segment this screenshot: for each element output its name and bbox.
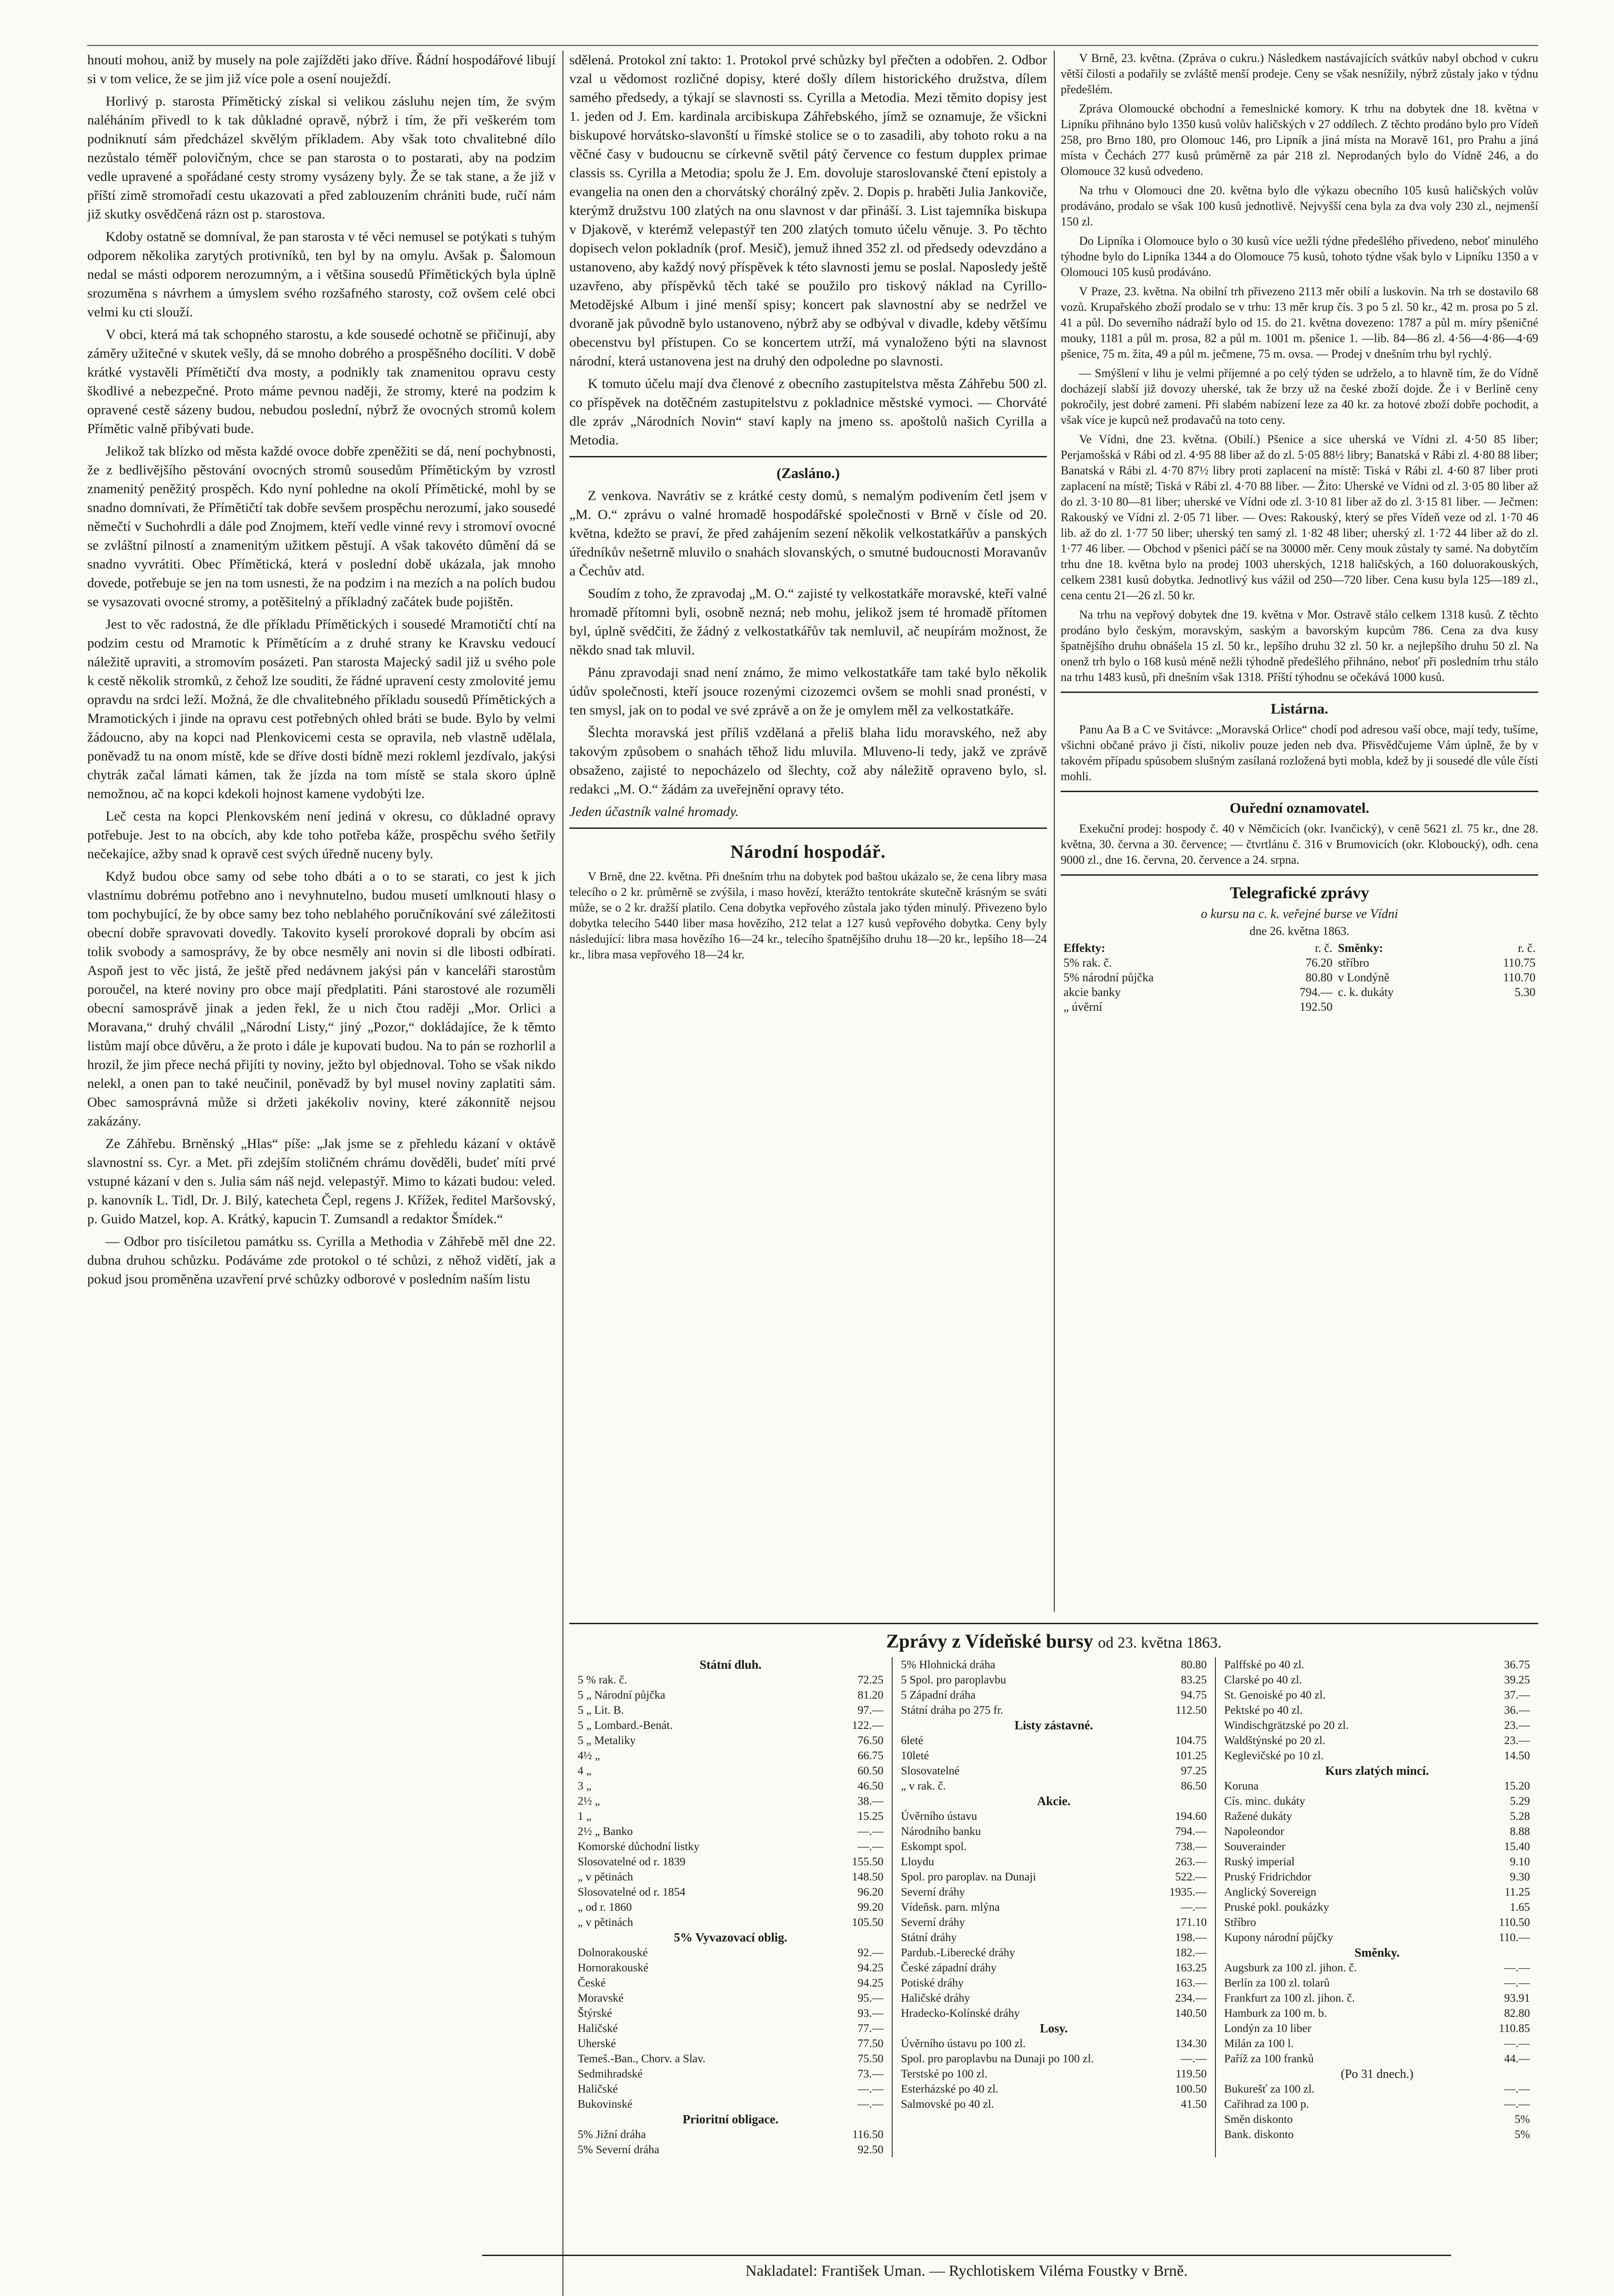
table-row: 5 „ Metaliky 76.50 xyxy=(578,1734,883,1747)
bourse-column-2 xyxy=(899,1657,1209,2112)
table-row: 5% Hlohnická dráha 80.80 xyxy=(901,1659,1207,1671)
table-row: akcie banky 794.— c. k. dukáty 5.30 xyxy=(1063,985,1535,999)
section-rule xyxy=(1061,692,1538,693)
table-row: Slosovatelné od r. 1854 96.20 xyxy=(578,1886,883,1898)
article-paragraph: Jest to věc radostná, že dle příkladu Přímětických i sousedé Mramotičtí chtí na podzim cestu od Mramotic k Přímětícím a z druhé strany ke Kravsku vedoucí náležitě upraviti, a stromovím posázeti. Pan starosta Majecký sadil již u svého pole k cestě několik stromků, z čehož lze souditi, že řádné upravení cesty zmolovité jemu opravdu na srdci leží. Možná, že dle chvalitebného příkladu sousedů Přímětických a Mramotických i jinde na opravu cest potřebných ohled bráti se bude. Bylo by velmi žádoucno, aby na kopci nad Plenkovicemi cesta se opravila, neb vlastně udělala, poněvadž tu na onom místě, kde se dříve dosti bídně mezi rokleml jezdívalo, jakýsi chytrák začal lámati kámen, tak že jízda na tom místě se stala skoro úplně nemožnou, ač na kopci kdekoli hojnost kamene vydobýti lze. xyxy=(87,617,556,801)
listarna-text: Panu Aa B a C ve Svitávce: „Moravská Orlice“ chodí pod adresou vaší obce, mají tedy, tušíme, všichni občané právo ji čísti, nikoliv pouze jeden neb dva. Přisvědčujeme Vám úplně, že by v takovém případu spůsobem slušným zasílaná rozložená byti mobla, kdež by ji sousedé dle vůle čísti mohli. xyxy=(1061,723,1538,783)
imprint: Nakladatel: František Uman. — Rychlotiskem Viléma Foustky v Brně. xyxy=(482,2255,1451,2280)
table-row: Cařihrad za 100 p. —.— xyxy=(1224,2098,1530,2110)
table-row: Pardub.-Liberecké dráhy 182.— xyxy=(901,1947,1207,1959)
table-row: Štýrské 93.— xyxy=(578,2007,883,2020)
table-row: Státní dráhy 198.— xyxy=(901,1931,1207,1944)
table-row: Haličské dráhy 234.— xyxy=(901,1992,1207,2004)
table-row: Úvěrního ústavu 194.60 xyxy=(901,1810,1207,1823)
vienna-bourse-table xyxy=(569,1616,1538,2296)
table-row: Stříbro 110.50 xyxy=(1224,1916,1530,1929)
table-row: Směn diskonto 5% xyxy=(1224,2113,1530,2126)
telegraph-table xyxy=(1061,941,1538,1014)
table-row: 5 Spol. pro paroplavbu 83.25 xyxy=(901,1674,1207,1686)
rc-header: r. č. xyxy=(1518,941,1535,955)
table-row: Kurs zlatých mincí. xyxy=(1325,1764,1429,1778)
table-row: 5 „ Lit. B. 97.— xyxy=(578,1704,883,1716)
article-paragraph: Jelikož tak blízko od města každé ovoce dobře zpeněžiti se dá, není pochybnosti, že z bedlivějšího pěstování ovocných stromů sousedům Přímětickým by vzrostl znamenitý peněžitý prospěch. Kdo nyní pohledne na okolí Přímětické, mohl by se snadno domnívati, že Přímětičtí tak dobře sevšem prospěchu nerozumí, jako sousedé němečtí v Suchohrdli a dále pod Znojmem, kteří vedle vinné revy i stromoví ovocné se zvláštní pilností a znamenitým užitkem pěstují. A však takovéto dûmění dá se snadno vyvrátiti. Obec Přímětická, která v poslední době ukázala, jak mnoho dovede, potřebuje se jen na tom usnesti, že na podzim i na mezích a na polích budou se vysazovati ovocné stromy, a potěšitelný a příkladný začátek bude pojištěn. xyxy=(87,444,556,609)
table-row: Státní dráha po 275 fr. 112.50 xyxy=(901,1704,1207,1716)
article-paragraph: K tomuto účelu mají dva členové z obecního zastupitelstva města Záhřebu 500 zl. co příspěvek na dotěčném zastupitelstvu z pokladnice městské vymoci. — Chorváté dle zpráv „Národních Novin“ staví kaply na jmeno ss. apoštolů našich Cyrilla a Metodia. xyxy=(569,376,1047,448)
table-row: Hradecko-Kolínské dráhy 140.50 xyxy=(901,2007,1207,2020)
table-row: Lloydu 263.— xyxy=(901,1856,1207,1868)
table-row: České 94.25 xyxy=(578,1977,883,1989)
table-row: Národního banku 794.— xyxy=(901,1825,1207,1838)
telegraph-heading: Telegrafické zprávy xyxy=(1230,884,1369,902)
narodni-hospodar-heading: Národní hospodář. xyxy=(730,841,886,862)
table-row: Esterházské po 40 zl. 100.50 xyxy=(901,2083,1207,2095)
table-row: Frankfurt za 100 zl. jihon. č. 93.91 xyxy=(1224,1992,1530,2004)
column-2 xyxy=(569,51,1047,1612)
table-row: Salmovské po 40 zl. 41.50 xyxy=(901,2098,1207,2110)
rc-header: r. č. xyxy=(1315,941,1333,955)
table-row: Londýn za 10 liber 110.85 xyxy=(1224,2022,1530,2035)
table-row: „ v rak. č. 86.50 xyxy=(901,1780,1207,1792)
table-row: Bukovinské —.— xyxy=(578,2098,883,2110)
article-paragraph: Kdoby ostatně se domníval, že pan starosta v té věci nemusel se potýkati s tuhým odporem několika zarytých protivníků, ten byl by na omylu. Avšak p. Šalomoun nedal se másti odporem nerozumným, a i většina sousedů Přímětických byla úplně srozuměna s návrhem a úmyslem svého rozšafného starosty, což ovšem celé obci velmi ku cti slouží. xyxy=(87,229,556,320)
table-row: Pruské pokl. poukázky 1.65 xyxy=(1224,1901,1530,1913)
bourse-column-1 xyxy=(576,1657,885,2157)
table-row: Haličské 77.— xyxy=(578,2022,883,2035)
table-row: Vídeňsk. parn. mlýna —.— xyxy=(901,1901,1207,1913)
table-row: Anglický Sovereign 11.25 xyxy=(1224,1886,1530,1898)
table-row: Cís. minc. dukáty 5.29 xyxy=(1224,1795,1530,1807)
top-rule xyxy=(87,45,1538,46)
article-paragraph: Ze Záhřebu. Brněnský „Hlas“ píše: „Jak jsme se z přehledu kázaní v oktávě slavnostní ss. Cyr. a Met. při zdejším stoličném chrámu dověděli, budeť míti prvé vstupné kázaní v den s. Julia sám náš nejd. velepastýř. Mimo to kázati budou: veled. p. kanovník L. Tidl, Dr. J. Bilý, katecheta Čepl, regens J. Křížek, ředitel Maršovský, p. Guido Matzel, kop. A. Krátký, kapucin T. Zumsandl a redaktor Šmídek.“ xyxy=(87,1136,556,1227)
zaslano-heading: (Zasláno.) xyxy=(776,465,840,481)
table-row: „ od r. 1860 99.20 xyxy=(578,1901,883,1913)
table-row: Souverainder 15.40 xyxy=(1224,1840,1530,1853)
letter-signature: Jeden účastník valné hromady. xyxy=(569,804,739,819)
uredni-text: Exekuční prodej: hospody č. 40 v Němčicích (okr. Ivančický), v ceně 5621 zl. 75 kr., dne 28. května, 30. června a 30. července; — čtvrtlánu č. 316 v Brumovicích (okr. Kloboucký), odh. cena 9000 zl., dne 16. června, 20. července a 24. srpna. xyxy=(1061,822,1538,867)
table-row: Severní dráhy 171.10 xyxy=(901,1916,1207,1929)
article-paragraph: Na trhu v Olomouci dne 20. května bylo dle výkazu obecního 105 kusů haličských volův prodáváno, prodalo se však 100 kusů jednotlivě. Nejvyšší cena byla za dva voly 230 zl., nejmenší 150 zl. xyxy=(1061,184,1538,228)
table-row: Haličské —.— xyxy=(578,2083,883,2095)
table-row: 5% rak. č. 76.20 stříbro 110.75 xyxy=(1063,956,1535,969)
table-row: Palffské po 40 zl. 36.75 xyxy=(1224,1659,1530,1671)
table-row: Losy. xyxy=(1040,2021,1068,2035)
article-paragraph: — Smýšlení v lihu je velmi příjemné a po celý týden se udrželo, a to hlavně tím, že do Vídně docházejí slabší již dovozy uherské, tak že brzy už na české zboží dojde. Že i v Berlíně ceny pokročily, jest dobré zameni. Při slabém nabízení leze za 40 kr. za hotové zboží dobře pochodit, a však více je kupců než prodavačů na toto ceny. xyxy=(1061,366,1538,427)
table-row: Severní dráhy 1935.— xyxy=(901,1886,1207,1898)
table-row: Uherské 77.50 xyxy=(578,2037,883,2050)
table-row: 2½ „ Banko —.— xyxy=(578,1825,883,1838)
table-row: 6leté 104.75 xyxy=(901,1734,1207,1747)
table-row: Ražené dukáty 5.28 xyxy=(1224,1810,1530,1823)
table-row: Sedmihradské 73.— xyxy=(578,2068,883,2080)
table-row: 5% Jižní dráha 116.50 xyxy=(578,2128,883,2141)
article-paragraph: hnouti mohou, aniž by musely na pole zajížděti jako dříve. Řádní hospodářové libují si v tom velice, že se jim již více pole a osení nouježdí. xyxy=(87,52,556,86)
bourse-heading: Zprávy z Vídeňské bursy od 23. května 1863. xyxy=(886,1631,1222,1652)
table-row: Dolnorakouské 92.— xyxy=(578,1947,883,1959)
table-row: Koruna 15.20 xyxy=(1224,1780,1530,1792)
table-row: Temeš.-Ban., Chorv. a Slav. 75.50 xyxy=(578,2053,883,2065)
table-row: Terstské po 100 zl. 119.50 xyxy=(901,2068,1207,2080)
table-row: (Po 31 dnech.) xyxy=(1340,2067,1414,2081)
table-row: St. Genoiské po 40 zl. 37.— xyxy=(1224,1689,1530,1701)
table-row: Pruský Fridrichdor 9.30 xyxy=(1224,1871,1530,1883)
article-paragraph: Zpráva Olomoucké obchodní a řemeslnické komory. K trhu na dobytek dne 18. května v Lipníku přihnáno bylo 1350 kusů volův haličských v 27 oddílech. Z těchto prodáno bylo pro Vídeň 258, pro Brno 180, pro Olomouc 146, pro Lipník a jiná místa na Moravě 161, pro Prahu a jiná místa v Čechách 277 kusů průměrně za pár 218 zl. Neprodaných bylo do Vídně 246, a do Olomouce 32 kusů odvedeno. xyxy=(1061,102,1538,178)
table-row: 5% Vyvazovací oblig. xyxy=(674,1930,787,1944)
table-row: Berlín za 100 zl. tolarů —.— xyxy=(1224,1977,1530,1989)
table-row: Kupony národní půjčky 110.— xyxy=(1224,1931,1530,1944)
table-row: 5 „ Lombard.-Benát. 122.— xyxy=(578,1719,883,1732)
table-row: „ v pětinách 105.50 xyxy=(578,1916,883,1929)
table-row: 5 % rak. č. 72.25 xyxy=(578,1674,883,1686)
table-row: Spol. pro paroplavbu na Dunaji po 100 zl. —.— xyxy=(901,2053,1207,2065)
listarna-heading: Listárna. xyxy=(1271,700,1328,717)
table-row: Slosovatelné 97.25 xyxy=(901,1765,1207,1777)
article-paragraph: Soudím z toho, že zpravodaj „M. O.“ zajisté ty velkostatkáře moravské, kteří valné hromadě přítomni byli, osobně nezná; neb mohu, jelikož jsem té hromadě přítomen byl, úplně svědčiti, že žádný z velkostatkářův tak nemluvil, ač neupírám možnost, že někdo snad tak mluvil. xyxy=(569,586,1047,658)
table-row: Bank. diskonto 5% xyxy=(1224,2128,1530,2141)
table-row: Slosovatelné od r. 1839 155.50 xyxy=(578,1856,883,1868)
bourse-column-3 xyxy=(1222,1657,1532,2142)
column-1 xyxy=(87,51,556,2296)
table-row: České západní dráhy 163.25 xyxy=(901,1962,1207,1974)
table-row: Státní dluh. xyxy=(699,1658,762,1671)
table-row: Hornorakouské 94.25 xyxy=(578,1962,883,1974)
article-paragraph: Leč cesta na kopci Plenkovském není jediná v okresu, co důkladné opravy potřebuje. Jest to na obcích, aby kde toho potřeba káže, prospěchu svého šetřily nečekajíce, ažby snad k opravě cest svých úředně nuceny byly. xyxy=(87,809,556,861)
table-row: 4 „ 60.50 xyxy=(578,1765,883,1777)
table-row: Windischgrätzské po 20 zl. 23.— xyxy=(1224,1719,1530,1732)
table-row: 10leté 101.25 xyxy=(901,1750,1207,1762)
table-row: Paříž za 100 franků 44.— xyxy=(1224,2053,1530,2065)
effekty-header: Effekty: xyxy=(1063,941,1105,955)
table-row: 5% Severní dráha 92.50 xyxy=(578,2144,883,2156)
telegraph-date: dne 26. května 1863. xyxy=(1249,924,1350,938)
article-paragraph: Z venkova. Navrátiv se z krátké cesty domů, s nemalým podivením četl jsem v „M. O.“ zprávu o valné hromadě hospodářské společnosti v Brně v čísle od 20. května, kdežto se praví, že před zahájením sezení několik velkostatkářův a panských úředníkův nešetrně mluvilo o snahách slovanských, o smutné budoucnosti Moravanův a Čechův atd. xyxy=(569,488,1047,579)
table-row: Waldštýnské po 20 zl. 23.— xyxy=(1224,1734,1530,1747)
table-row: „ úvěrní 192.50 xyxy=(1063,1000,1333,1013)
column-divider xyxy=(1054,51,1055,1612)
table-row: Prioritní obligace. xyxy=(682,2112,779,2126)
section-rule xyxy=(569,1623,1538,1624)
table-row: 4½ „ 66.75 xyxy=(578,1750,883,1762)
table-row: Augsburk za 100 zl. jihon. č. —.— xyxy=(1224,1962,1530,1974)
table-row: Listy zástavné. xyxy=(1014,1718,1093,1732)
table-row: 5% národní půjčka 80.80 v Londýně 110.70 xyxy=(1063,971,1535,984)
article-paragraph: Na trhu na vepřový dobytek dne 19. května v Mor. Ostravě stálo celkem 1318 kusů. Z těchto prodáno bylo českým, moravským, saským a bavorským kupcům 786. Cena za dva kusy špatnějšího druhu obnášela 15 zl. 50 kr., lepšího druhu 32 zl. 50 kr. a nejlepšího druhu 50 zl. Na onenž trh bylo o 168 kusů méně nežli týhodně předešlého přihnáno, neboť při posledním trhu stálo na trhu 1483 kusů, při dnešním však 1318. Příští týhodnu se očekává 1000 kusů. xyxy=(1061,608,1538,684)
table-row: Bukurešť za 100 zl. —.— xyxy=(1224,2083,1530,2095)
article-paragraph: Do Lipníka i Olomouce bylo o 30 kusů více uežli týdne předešlého přivedeno, neboť minulého týhodne bylo do Lipníka 1344 a do Olomouce 75 kusů, tohoto týdne však bylo v Lipníku 1350 a v Olomouci 105 kusů prodáváno. xyxy=(1061,234,1538,279)
article-paragraph: sdělená. Protokol zní takto: 1. Protokol prvé schůzky byl přečten a odobřen. 2. Odbor vzal u vědomost rozličné dopisy, které došly dílem historického družstva, dílem samého předsedy, a týkají se slavnosti ss. Cyrilla a Metodia. Mezi těmito dopisy jest 1. jeden od J. Em. kardinala arcibiskupa Záhřebského, jímž se oznamuje, že všickni biskupové horvátsko-slavonští u římské stolice se o to zasadili, aby tohoto roku a na věčné časy v budoucnu se církevně světil pátý července co festum dupplex primae classis ss. Cyrilla a Metodia; spolu že J. Em. dovoluje staroslovanské čtení epistoly a evangelia na onen den a chorvátský chorálný zpěv. 2. Dopis p. hraběti Julia Jankoviče, kterýmž družstvu 100 zlatých na onu slavnost v dar přináší. 3. List tajemníka biskupa v Djakově, v kterémž velepastýř ten 200 zlatých tomuto účelu věnuje. 3. Po těchto dopisech velon pokladník (prof. Mesič), jemuž ihned 352 zl. od předsedy odevzdáno a ustanoveno, aby každý nový příspěvek k této slavnosti jemu se poslal. Naposledy ještě uzavřeno, aby příspěvků těch také se použilo pro tiskový náklad na Cyrillo-Metodějské Album i jiné menší spisy; koncert pak slavnostní aby se nedržel ve dvoraně jak původně bylo ustanoveno, nýbrž aby se odbýval v divadle, kdeby většímu obecenstvu byl přístupen. Co se koncertem utrží, má vynaloženo býti na slavnost národní, která ustanovena jest na druhý den odpoledne po slavnosti. xyxy=(569,52,1047,369)
table-row: 5 „ Národní půjčka 81.20 xyxy=(578,1689,883,1701)
article-paragraph: Horlivý p. starosta Přímětický získal si velikou zásluhu nejen tím, že svým naléháním přivedl to k tak důkladné opravě, nýbrž i tím, že při veškerém tom podniknutí sám předcházel skvělým příkladem. Aby však toto chvalitebné dílo nezůstalo téměř polovičným, chce se pan starosta o to postarati, aby na podzim vedle upravené a spořádané cesty stromy vysázeny byly. Že se tak stane, a že již v příští zimě stromořadí cestu ukazovati a před zablouzením chrániti bude, ručí nám již skutky osvědčená rázn ost p. starostova. xyxy=(87,94,556,222)
table-row: 1 „ 15.25 xyxy=(578,1810,883,1823)
article-paragraph: Šlechta moravská jest příliš vzdělaná a přeliš blaha lidu moravského, než aby takovým způsobem o snahách těhož lidu mluvila. Mluveno-li tedy, jakž ve zprávě obsaženo, zajisté to nepocházelo od šlechty, což aby náležitě opraveno bylo, sl. redakci „M. O.“ žádám za uveřejnění opravy této. xyxy=(569,725,1047,797)
table-row: Eskompt spol. 738.— xyxy=(901,1840,1207,1853)
newspaper-page xyxy=(87,51,1538,2296)
article-paragraph: V Brně, 23. května. (Zpráva o cukru.) Následkem nastávajících svátkův nabyl obchod v cukru větší čilosti a podařily se zvláště menší prodeje. Ceny se však nesnížily, nýbrž zůstaly jako v týdnu předešlém. xyxy=(1061,51,1538,96)
section-rule xyxy=(569,827,1047,829)
table-row: Milán za 100 l. —.— xyxy=(1224,2037,1530,2050)
table-row: 2½ „ 38.— xyxy=(578,1795,883,1807)
article-paragraph: V Praze, 23. května. Na obilní trh přivezeno 2113 měr obilí a luskovin. Na trh se dostavilo 68 vozů. Krupařského zboží prodalo se v trhu: 13 měr krup čís. 3 po 5 zl. 50 kr., 42 m. prosa po 5 zl. 41 a půl. Do severního nádraží bylo od 15. do 21. května dovezeno: 1787 a půl m. míry pšeničné mouky, 1181 a půl m. prosa, 82 a půl m. 1001 m. pšenice 1. —lib. 84—86 zl. 4·56—4·86—4·69 pšenice, 75 m. žita, 49 a půl m. ječmene, 75 m. ovsa. — Prodej v dnešním trhu byl rychlý. xyxy=(1061,285,1538,360)
table-row: Komorské důchodní listky —.— xyxy=(578,1840,883,1853)
section-rule xyxy=(569,456,1047,457)
table-row: 5 Západní dráha 94.75 xyxy=(901,1689,1207,1701)
section-rule xyxy=(1061,874,1538,876)
table-row: Spol. pro paroplav. na Dunaji 522.— xyxy=(901,1871,1207,1883)
table-row: Pektské po 40 zl. 36.— xyxy=(1224,1704,1530,1716)
article-paragraph: V Brně, dne 22. května. Při dnešním trhu na dobytek pod baštou ukázalo se, že cena libry masa telecího o 2 kr. průměrně se zvýšila, i maso hovězí, kterážto tentokráte skutečně krásným se sváti může, se o 2 kr. dražší platilo. Cena dobytka vepřového zůstala jako týden minulý. Přivezeno bylo dobytka telecího 5440 liber masa hovězího, 212 telat a 127 kusů vepřového dobytka. Ceny byly následující: libra masa hovězího 16—24 kr., telecího špatnějšího druhu 18—20 kr., lepšího 18—24 kr., libra masa vepřového 18—24 kr. xyxy=(569,870,1047,961)
table-row: Napoleondor 8.88 xyxy=(1224,1825,1530,1838)
telegraph-subheading: o kursu na c. k. veřejné burse ve Vídni xyxy=(1201,907,1398,921)
article-paragraph: V obci, která má tak schopného starostu, a kde sousedé ochotně se přičinují, aby záměry užitečné v skutek vešly, dá se mnoho dobrého a prospěšného docíliti. V době krátké vystavěli Přímětičtí dva mosty, a podnikly tak znamenitou opravu cesty škodlivé a nebezpečné. Proto máme pevnou naději, že stromy, které na podzim k opravené cestě sázeny budou, nebudou poslední, nýbrž že ovocných stromů kolem Přímětic valně přibývati bude. xyxy=(87,327,556,436)
table-row: Clarské po 40 zl. 39.25 xyxy=(1224,1674,1530,1686)
article-paragraph: Ve Vídni, dne 23. května. (Obilí.) Pšenice a sice uherská ve Vídni zl. 4·50 85 liber; Perjamošská v Rábi od zl. 4·95 88 liber až do zl. 5·05 88½ libry; Banatská v Rábi zl. 4·80 88 liber; Banatská v Rábi zl. 4·70 87½ libry proti zaplacení na místě: Tiská v Rábi zl. 4·60 87 liber proti zaplacení na místě; Tiská v Rábi zl. 4·70 88 liber. — Žito: Uherské ve Vídni od zl. 3·05 80 liber až do zl. 3·10 80—81 liber; uherské ve Vídni ode zl. 3·10 81 liber až do zl. 3·15 81 liber. — Ječmen: Rakouský ve Vídni zl. 2·05 71 liber. — Oves: Rakouský, který se přes Vídeň veze od zl. 1·70 46 lib. až do zl. 1·77 50 liber; uherský ten samý zl. 1·82 48 liber; uherský zl. 1·72 44 liber až do zl. 1·77 46 liber. — Obchod v pšenici páčí se na 30000 měr. Ceny mouk zůstaly ty samé. Na dobytčím trhu dne 18. května bylo na prodej 1003 uherských, 1218 haličských, a 160 doluorakouských, celkem 2381 kusů dobytka. Jednotlivý kus vážil od 250—720 liber. Cena kusu byla 125—189 zl., cena centu 21—26 zl. 50 kr. xyxy=(1061,433,1538,602)
article-paragraph: — Odbor pro tisíciletou památku ss. Cyrilla a Methodia v Záhřebě měl dne 22. dubna druhou schůzku. Podáváme zde protokol o té schůzi, z něhož vidětí, jak a pokud jsou proměněna uzavření prvé schůzky odborové v posledním naším listu xyxy=(87,1234,556,1287)
uredni-heading: Ouřední oznamovatel. xyxy=(1230,799,1369,816)
table-row: Akcie. xyxy=(1037,1794,1071,1808)
article-paragraph: Když budou obce samy od sebe toho dbáti a o to se starati, co jest k jich vlastnímu dobrému potřebno ano i nevyhnutelno, budou musetí umlknouti hlasy o tom pochybující, že by obce samy bez toho neblahého poručníkování své záležitosti obecní dobře spravovati dovedly. Takovito kyselí prorokové doprali by obcím asi tolik svobody a samosprávy, že by obce nesměly ani novin si dle libosti odbírati. Aspoň jest to věc jistá, že ještě před nedávnem jakýsi pán v kanceláři starostům poroučel, na které noviny pro obce mají předplatiti. Páni starostové ale rozuměli obecní samosprávě jinak a jeden řekl, že u nich čtou raději „Mor. Orlici a Moravana,“ druhý chválil „Národní Listy,“ jiný „Pozor,“ dokládajíce, že k těmto listům mají obce důvěru, a že proto i dále je kupovati budou. Na to pán se rozhorlil a hrozil, že jim přece nechá přijíti ty noviny, ježto byl objednoval. Toho se však nikdo nelekl, a onen pan to také neučinil, poněvadž by byl musel noviny zaplatiti sám. Obec samosprávná může si držeti jakékoliv noviny, které zákonnitě nejsou zakázány. xyxy=(87,869,556,1129)
table-row: 3 „ 46.50 xyxy=(578,1780,883,1792)
column-divider xyxy=(562,51,563,2296)
column-3 xyxy=(1061,51,1538,1612)
table-row: Moravské 95.— xyxy=(578,1992,883,2004)
table-row: „ v pětinách 148.50 xyxy=(578,1871,883,1883)
table-row: Směnky. xyxy=(1354,1946,1400,1959)
table-row: Hamburk za 100 m. b. 82.80 xyxy=(1224,2007,1530,2020)
table-row: Keglevičské po 10 zl. 14.50 xyxy=(1224,1750,1530,1762)
table-row: Úvěrního ústavu po 100 zl. 134.30 xyxy=(901,2037,1207,2050)
article-paragraph: Pánu zpravodaji snad není známo, že mimo velkostatkáře tam také bylo několik údův společnosti, kteří jsouce rozenými cizozemci ovšem se mohli snad pronésti, v ten smysl, jak on to podal ve své zprávě a on že je omylem měl za velkostatkáře. xyxy=(569,665,1047,718)
table-row: Ruský imperial 9.10 xyxy=(1224,1856,1530,1868)
section-rule xyxy=(1061,791,1538,792)
smenky-header: Směnky: xyxy=(1338,941,1383,955)
table-row: Potiské dráhy 163.— xyxy=(901,1977,1207,1989)
